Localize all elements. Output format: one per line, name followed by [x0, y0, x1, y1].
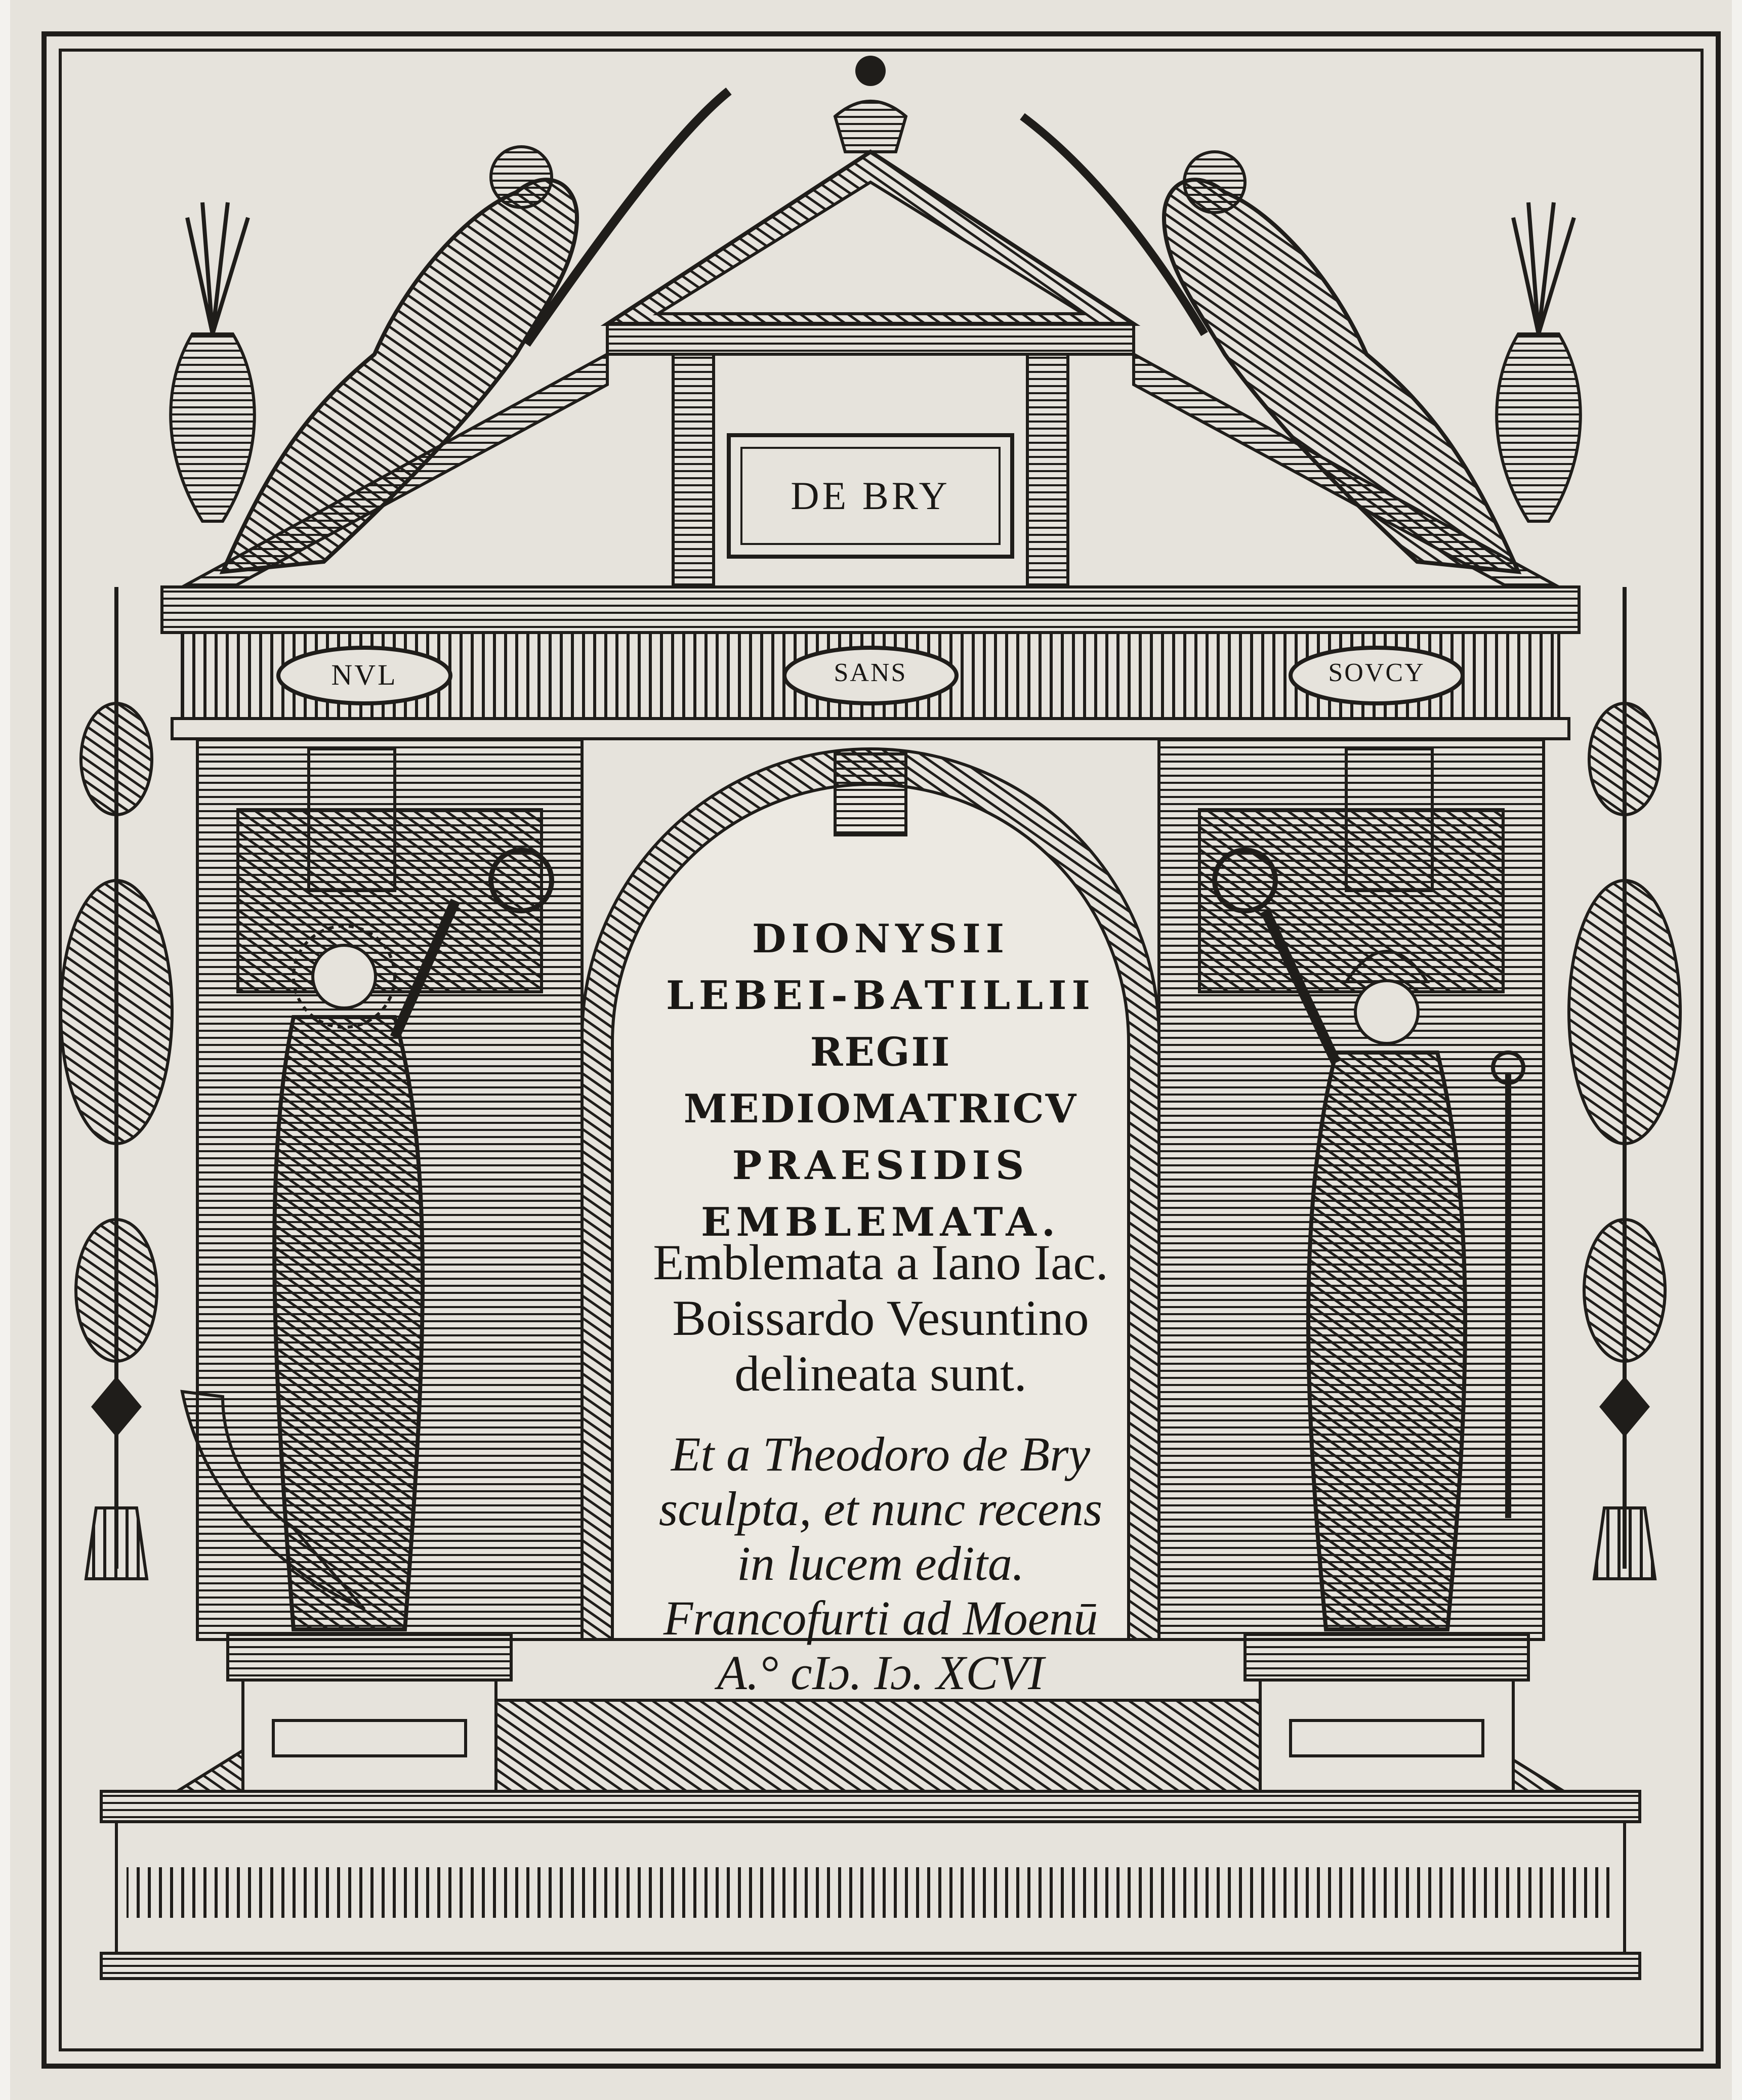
left-column-capital [309, 749, 395, 891]
right-garland [1569, 587, 1680, 1579]
title-line-3: REGII MEDIOMATRICV [683, 1029, 1078, 1132]
frieze-left-label: NVL [331, 658, 398, 691]
right-tassel [1594, 1508, 1655, 1579]
imprint-line-1: Et a Theodoro de Bry [671, 1427, 1091, 1481]
title-line-1: DIONYSII [752, 916, 1010, 962]
title-block [628, 911, 1134, 1251]
credit-line-2: Boissardo Vesuntino [672, 1290, 1089, 1346]
right-pedestal [1245, 1634, 1528, 1791]
keystone [835, 754, 906, 835]
credits-roman [628, 1235, 1134, 1402]
left-tassel [86, 1508, 147, 1579]
title-line-5: EMBLEMATA. [700, 1199, 1061, 1245]
imprint-line-3: in lucem edita. [737, 1536, 1024, 1590]
tablet-label: DE BRY [791, 474, 950, 518]
title-line-4: PRAESIDIS [732, 1143, 1029, 1189]
imprint-line-5: A.° cIɔ. Iɔ. XCVI [717, 1646, 1045, 1700]
credit-line-1: Emblemata a Iano Iac. [653, 1234, 1108, 1290]
frieze-center-label: SANS [834, 658, 907, 687]
imprint-line-2: sculpta, et nunc recens [658, 1482, 1103, 1536]
engraving-plate [10, 0, 1732, 2100]
right-vase [1497, 202, 1581, 521]
left-pedestal [228, 1634, 511, 1791]
credits-italic [628, 1427, 1134, 1700]
left-garland [61, 587, 172, 1579]
title-line-2: LEBEI-BATILLII [666, 973, 1095, 1019]
urn-finial [835, 101, 906, 152]
left-vase [171, 202, 255, 521]
imprint-line-4: Francofurti ad Moenū [663, 1591, 1098, 1645]
frieze-right-label: SOVCY [1328, 658, 1425, 687]
right-column-capital [1346, 749, 1432, 891]
credit-line-3: delineata sunt. [734, 1346, 1027, 1402]
